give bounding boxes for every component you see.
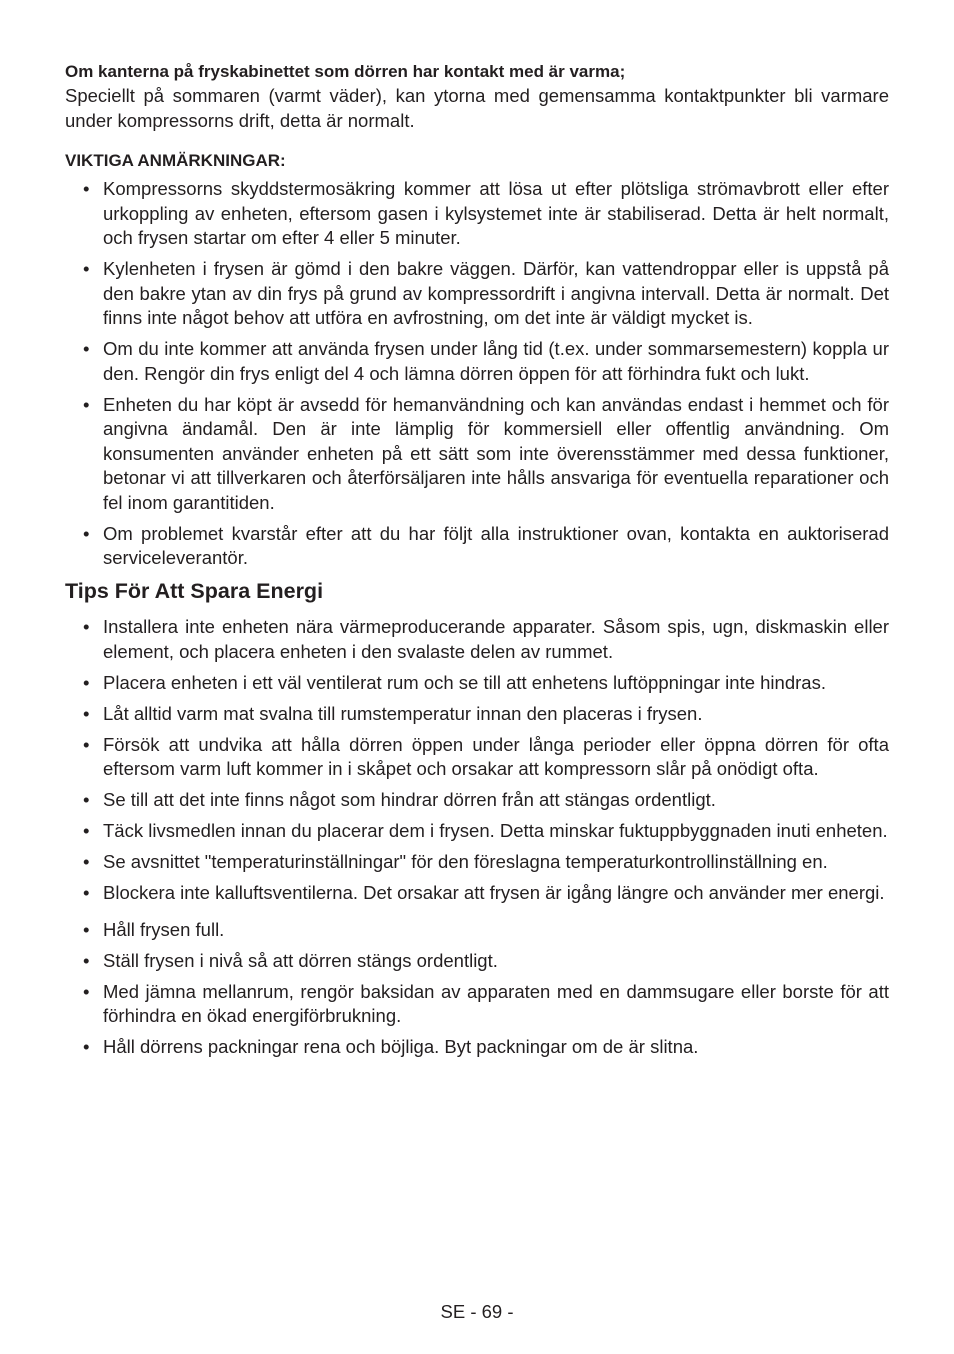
list-item (65, 393, 889, 516)
bullet-icon: • (83, 616, 90, 637)
list-item-text: Kylenheten i frysen är gömd i den bakre väggen. Därför, kan vattendroppar eller is uppstå på den bakre ytan av din frys på grund av kompressordrift i angivna intervall. Detta är normalt. Det finns inte något behov att utföra en avfrostning, om det inte är väldigt mycket is. (103, 258, 889, 328)
list-item (65, 980, 889, 1029)
bullet-icon: • (83, 178, 90, 199)
list-item (65, 615, 889, 664)
list-item (65, 671, 889, 696)
list-item (65, 522, 889, 571)
list-item (65, 819, 889, 844)
list-item-text: Ställ frysen i nivå så att dörren stängs ordentligt. (103, 949, 498, 971)
list-item (65, 850, 889, 875)
bullet-icon: • (83, 733, 90, 755)
list-item (65, 257, 889, 331)
list-item (65, 949, 889, 974)
list-item-text: Om problemet kvarstår efter att du har följt alla instruktioner ovan, kontakta en auktoriserad serviceleverantör. (103, 522, 889, 568)
list-item-text: Om du inte kommer att använda frysen under lång tid (t.ex. under sommarsemestern) koppla ur den. Rengör din frys enligt del 4 och lämna dörren öppen för att förhindra fukt och lukt. (103, 338, 889, 384)
bullet-icon: • (83, 980, 90, 1002)
bullet-icon: • (83, 918, 90, 940)
document-page (65, 60, 889, 1066)
list-item-text: Installera inte enheten nära värmeproducerande apparater. Såsom spis, ugn, diskmaskin eller element, och placera enheten i den svalaste delen av rummet. (103, 616, 889, 662)
list-item-text: Se avsnittet "temperaturinställningar" för den föreslagna temperaturkontrollinställning en. (103, 851, 828, 872)
bullet-icon: • (83, 820, 90, 841)
list-item-text: Försök att undvika att hålla dörren öppen under långa perioder eller öppna dörren för ofta eftersom varm luft kommer in i skåpet och orsakar att kompressorn slår på onödigt ofta. (103, 733, 889, 779)
bullet-icon: • (83, 338, 90, 359)
list-item-text: Blockera inte kalluftsventilerna. Det orsakar att frysen är igång längre och använder mer energi. (103, 882, 885, 903)
section-title: Tips För Att Spara Energi (65, 579, 324, 603)
tips-list (65, 615, 889, 1060)
bullet-icon: • (83, 671, 90, 693)
list-item-text: Låt alltid varm mat svalna till rumstemperatur innan den placeras i frysen. (103, 702, 703, 724)
list-item (65, 788, 889, 813)
list-item (65, 1035, 889, 1060)
bullet-icon: • (83, 789, 90, 810)
list-item (65, 881, 889, 906)
bullet-icon: • (83, 1036, 90, 1057)
notes-list (65, 177, 889, 571)
list-item-text: Kompressorns skyddstermosäkring kommer att lösa ut efter plötsliga strömavbrott eller efter urkoppling av enheten, eftersom gasen i kylsystemet inte är stabiliserad. Detta är helt normalt, och frysen startar om efter 4 eller 5 minuter. (103, 178, 889, 248)
bullet-icon: • (83, 949, 90, 971)
bullet-icon: • (83, 702, 90, 724)
list-item (65, 733, 889, 782)
list-item (65, 702, 889, 727)
list-item (65, 918, 889, 943)
bullet-icon: • (83, 258, 90, 279)
list-item-text: Med jämna mellanrum, rengör baksidan av apparaten med en dammsugare eller borste för att förhindra en ökad energiförbrukning. (103, 980, 889, 1026)
page-number: SE - 69 - (440, 1301, 514, 1322)
bullet-icon: • (83, 882, 90, 903)
intro-heading: Om kanterna på fryskabinettet som dörren har kontakt med är varma; (65, 62, 626, 81)
list-item-text: Håll frysen full. (103, 918, 225, 940)
list-item-text: Täck livsmedlen innan du placerar dem i frysen. Detta minskar fuktuppbyggnaden inuti enheten. (103, 820, 888, 841)
bullet-icon: • (83, 393, 90, 415)
intro-paragraph: Speciellt på sommaren (varmt väder), kan ytorna med gemensamma kontaktpunkter bli varmare under kompressorns drift, detta är normalt. (65, 85, 889, 131)
list-item (65, 177, 889, 251)
bullet-icon: • (83, 522, 90, 544)
list-item-text: Placera enheten i ett väl ventilerat rum och se till att enhetens luftöppningar inte hindras. (103, 671, 826, 693)
list-item-text: Håll dörrens packningar rena och böjliga. Byt packningar om de är slitna. (103, 1036, 699, 1057)
notes-heading: VIKTIGA ANMÄRKNINGAR: (65, 151, 286, 170)
list-item-text: Se till att det inte finns något som hindrar dörren från att stängas ordentligt. (103, 789, 716, 810)
bullet-icon: • (83, 851, 90, 872)
list-item (65, 337, 889, 386)
list-item-text: Enheten du har köpt är avsedd för hemanvändning och kan användas endast i hemmet och för angivna ändamål. Den är inte lämplig för kommersiell eller offentlig användning. Om konsumenten använder enheten på ett sätt som inte överensstämmer med dessa funktioner, betonar vi att tillverkaren och återförsäljaren inte hålls ansvariga för eventuella reparationer och fel inom garantitiden. (103, 393, 889, 513)
